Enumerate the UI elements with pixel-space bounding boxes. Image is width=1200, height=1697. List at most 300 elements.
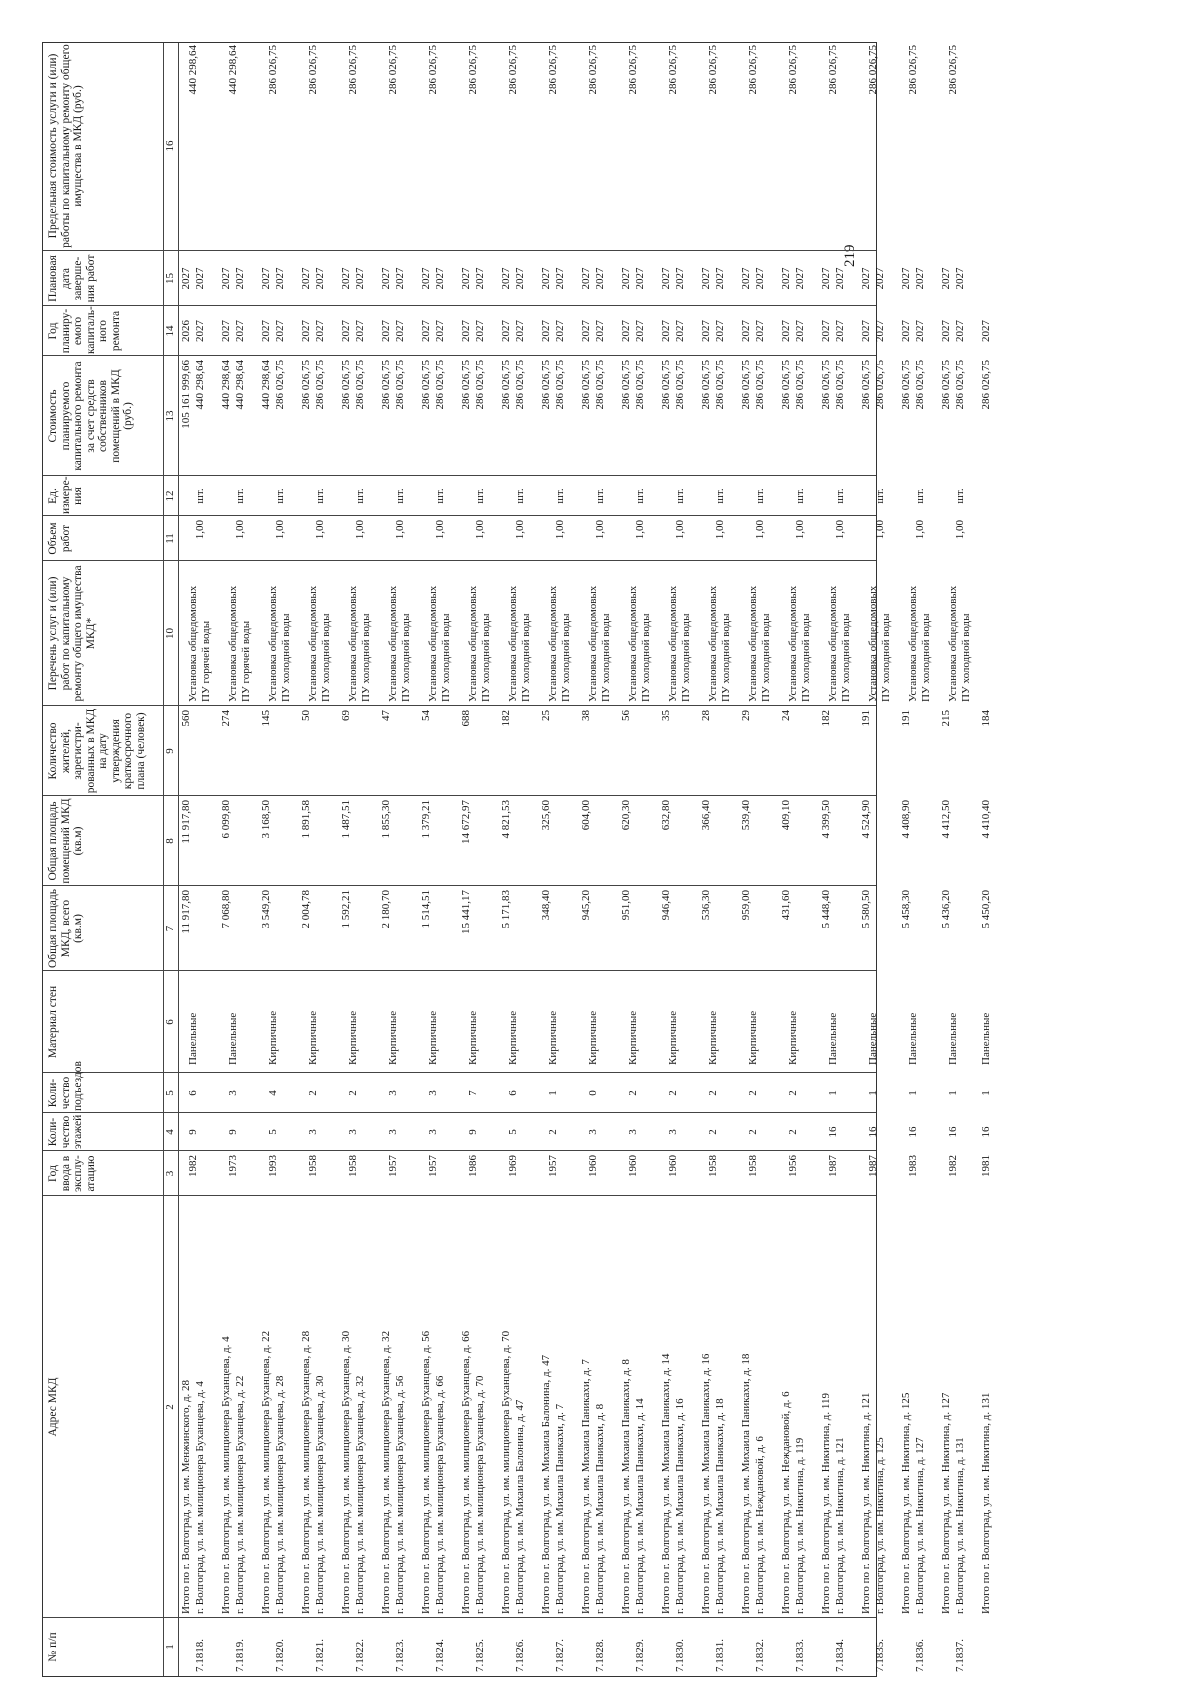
wall-material: Кирпичные — [747, 1010, 759, 1065]
total-date: 2027 — [460, 267, 472, 290]
total-area-premises: 11 917,80 — [180, 800, 192, 844]
entrances: 2 — [627, 1090, 639, 1096]
total-date: 2027 — [580, 267, 592, 290]
row-number: 7.1823. — [394, 1639, 406, 1672]
total-row-label: Итого по г. Волгоград, ул. им. милиционера Буханцева, д. 56 — [420, 1330, 432, 1614]
repair-year: 2027 — [554, 320, 566, 342]
cost: 440 298,64 — [194, 360, 206, 410]
total-area: 5 458,30 — [900, 890, 912, 929]
total-year: 2027 — [420, 320, 432, 342]
unit: шт. — [314, 488, 326, 504]
column-header: Год планиру-емого капиталь-ного ремонта — [47, 306, 122, 354]
total-people: 274 — [220, 710, 232, 727]
row-number: 7.1824. — [434, 1639, 446, 1672]
address: г. Волгоград, ул. им. милиционера Буханцева, д. 22 — [234, 1375, 246, 1614]
work-line-1: Установка общедомовых — [507, 585, 519, 702]
work-volume: 1,00 — [674, 520, 686, 540]
completion-date: 2027 — [874, 267, 886, 290]
total-cost: 286 026,75 — [500, 360, 512, 410]
max-cost: 286 026,75 — [867, 45, 879, 95]
max-cost: 286 026,75 — [747, 45, 759, 95]
repair-year: 2027 — [634, 320, 646, 342]
cost: 286 026,75 — [354, 360, 366, 410]
work-line-2: ПУ холодной воды — [400, 613, 412, 702]
total-date: 2027 — [180, 267, 192, 290]
total-date: 2027 — [300, 267, 312, 290]
work-line-1: Установка общедомовых — [427, 585, 439, 702]
repair-year: 2027 — [434, 320, 446, 342]
work-line-2: ПУ горячей воды — [200, 620, 212, 702]
total-row-label: Итого по г. Волгоград, ул. им. Никитина, д. 121 — [860, 1392, 872, 1614]
max-cost: 286 026,75 — [387, 45, 399, 95]
entrances: 4 — [267, 1090, 279, 1096]
total-row-label: Итого по г. Волгоград, ул. им. Михаила Паникахи, д. 7 — [580, 1359, 592, 1614]
total-area-premises: 4 408,90 — [900, 800, 912, 839]
total-row-label: Итого по г. Волгоград, ул. им. Неждановой, д. 6 — [780, 1391, 792, 1614]
wall-material: Панельные — [827, 1012, 839, 1065]
unit: шт. — [754, 488, 766, 504]
entrances: 1 — [867, 1090, 879, 1096]
completion-date: 2027 — [634, 267, 646, 290]
total-area-premises: 1 487,51 — [340, 800, 352, 839]
cost: 286 026,75 — [274, 360, 286, 410]
wall-material: Кирпичные — [787, 1010, 799, 1065]
wall-material: Панельные — [867, 1012, 879, 1065]
address: г. Волгоград, ул. им. Михаила Паникахи, д. 7 — [554, 1403, 566, 1614]
total-people: 25 — [540, 710, 552, 721]
total-area-premises: 4 399,50 — [820, 800, 832, 839]
unit: шт. — [714, 488, 726, 504]
completion-date: 2027 — [954, 267, 966, 290]
wall-material: Кирпичные — [267, 1010, 279, 1065]
row-number: 7.1836. — [914, 1639, 926, 1672]
total-cost: 286 026,75 — [620, 360, 632, 410]
floors: 5 — [267, 1129, 279, 1135]
work-line-2: ПУ холодной воды — [360, 613, 372, 702]
year-built: 1993 — [267, 1155, 279, 1177]
work-line-1: Установка общедомовых — [467, 585, 479, 702]
capital-repair-table — [42, 42, 992, 1677]
total-area: 348,40 — [540, 890, 552, 921]
total-year: 2027 — [260, 320, 272, 342]
row-number: 7.1831. — [714, 1639, 726, 1672]
total-row-label: Итого по г. Волгоград, ул. им. Михаила Паникахи, д. 8 — [620, 1359, 632, 1614]
unit: шт. — [834, 488, 846, 504]
address: г. Волгоград, ул. им. Михаила Паникахи, д. 16 — [674, 1398, 686, 1614]
total-date: 2027 — [500, 267, 512, 290]
total-people: 215 — [940, 710, 952, 727]
total-year: 2027 — [940, 320, 952, 342]
total-year: 2027 — [300, 320, 312, 342]
floors: 2 — [707, 1129, 719, 1135]
floors: 3 — [387, 1129, 399, 1135]
column-number: 8 — [164, 838, 176, 844]
total-people: 560 — [180, 710, 192, 727]
year-built: 1956 — [787, 1155, 799, 1177]
max-cost: 286 026,75 — [427, 45, 439, 95]
total-row-label: Итого по г. Волгоград, ул. им. Михаила Паникахи, д. 18 — [740, 1353, 752, 1614]
year-built: 1969 — [507, 1155, 519, 1177]
unit: шт. — [474, 488, 486, 504]
address: г. Волгоград, ул. им. милиционера Буханцева, д. 70 — [474, 1375, 486, 1614]
row-number: 7.1827. — [554, 1639, 566, 1672]
total-area: 5 450,20 — [980, 890, 992, 929]
total-area: 5 171,83 — [500, 890, 512, 929]
total-area: 3 549,20 — [260, 890, 272, 929]
floors: 3 — [307, 1129, 319, 1135]
cost: 286 026,75 — [474, 360, 486, 410]
column-number: 9 — [164, 748, 176, 754]
column-header: Объем работ — [47, 522, 72, 555]
wall-material: Кирпичные — [467, 1010, 479, 1065]
total-row-label: Итого по г. Волгоград, ул. им. милиционера Буханцева, д. 66 — [460, 1330, 472, 1614]
total-area-premises: 6 099,80 — [220, 800, 232, 839]
total-area-premises: 366,40 — [700, 800, 712, 831]
total-cost: 286 026,75 — [540, 360, 552, 410]
unit: шт. — [514, 488, 526, 504]
cost: 286 026,75 — [954, 360, 966, 410]
repair-year: 2027 — [194, 320, 206, 342]
work-line-2: ПУ холодной воды — [280, 613, 292, 702]
work-volume: 1,00 — [594, 520, 606, 540]
column-number: 6 — [164, 1019, 176, 1025]
total-area-premises: 325,60 — [540, 800, 552, 831]
floors: 3 — [627, 1129, 639, 1135]
year-built: 1973 — [227, 1155, 239, 1177]
total-row-label: Итого по г. Волгоград, ул. им. милиционера Буханцева, д. 4 — [220, 1336, 232, 1614]
total-area: 2 180,70 — [380, 890, 392, 929]
row-number: 7.1829. — [634, 1639, 646, 1672]
total-row-label: Итого по г. Волгоград, ул. им. Михаила Паникахи, д. 14 — [660, 1353, 672, 1614]
completion-date: 2027 — [514, 267, 526, 290]
work-line-1: Установка общедомовых — [747, 585, 759, 702]
row-number: 7.1837. — [954, 1639, 966, 1672]
address: г. Волгоград, ул. им. милиционера Буханцева, д. 56 — [394, 1375, 406, 1614]
completion-date: 2027 — [754, 267, 766, 290]
year-built: 1960 — [587, 1155, 599, 1177]
column-number: 12 — [164, 490, 176, 502]
year-built: 1986 — [467, 1155, 479, 1177]
wall-material: Кирпичные — [707, 1010, 719, 1065]
total-area-premises: 4 410,40 — [980, 800, 992, 839]
work-volume: 1,00 — [834, 520, 846, 540]
work-volume: 1,00 — [914, 520, 926, 540]
total-area-premises: 1 379,21 — [420, 800, 432, 839]
entrances: 1 — [547, 1090, 559, 1096]
completion-date: 2027 — [434, 267, 446, 290]
repair-year: 2027 — [914, 320, 926, 342]
floors: 16 — [827, 1126, 839, 1138]
total-cost: 286 026,75 — [660, 360, 672, 410]
row-number: 7.1834. — [834, 1639, 846, 1672]
year-built: 1957 — [387, 1155, 399, 1177]
repair-year: 2027 — [874, 320, 886, 342]
column-header: Плановая дата заверше-ния работ — [47, 254, 97, 303]
repair-year: 2027 — [314, 320, 326, 342]
work-volume: 1,00 — [874, 520, 886, 540]
year-built: 1987 — [827, 1155, 839, 1177]
completion-date: 2027 — [394, 267, 406, 290]
total-row-label: Итого по г. Волгоград, ул. им. Никитина, д. 131 — [980, 1392, 992, 1614]
year-built: 1983 — [907, 1155, 919, 1177]
row-number: 7.1821. — [314, 1639, 326, 1672]
work-volume: 1,00 — [234, 520, 246, 540]
total-date: 2027 — [740, 267, 752, 290]
column-header: Стоимость планируемого капитального ремонта за счет средств собственников помещений в МКД (руб.) — [47, 361, 134, 471]
max-cost: 286 026,75 — [827, 45, 839, 95]
total-people: 182 — [820, 710, 832, 727]
entrances: 2 — [747, 1090, 759, 1096]
year-built: 1958 — [307, 1155, 319, 1177]
max-cost: 440 298,64 — [227, 45, 239, 95]
total-cost: 286 026,75 — [940, 360, 952, 410]
total-area: 15 441,17 — [460, 890, 472, 934]
repair-year: 2027 — [834, 320, 846, 342]
wall-material: Кирпичные — [507, 1010, 519, 1065]
row-number: 7.1835. — [874, 1639, 886, 1672]
wall-material: Панельные — [980, 1012, 992, 1065]
total-people: 56 — [620, 710, 632, 721]
entrances: 1 — [907, 1090, 919, 1096]
total-people: 184 — [980, 710, 992, 727]
total-area-premises: 4 524,90 — [860, 800, 872, 839]
cost: 286 026,75 — [874, 360, 886, 410]
floors: 3 — [667, 1129, 679, 1135]
total-people: 50 — [300, 710, 312, 721]
work-line-2: ПУ холодной воды — [840, 613, 852, 702]
completion-date: 2027 — [474, 267, 486, 290]
entrances: 3 — [427, 1090, 439, 1096]
work-line-1: Установка общедомовых — [787, 585, 799, 702]
total-year: 2027 — [980, 320, 992, 342]
wall-material: Кирпичные — [427, 1010, 439, 1065]
total-date: 2027 — [860, 267, 872, 290]
wall-material: Панельные — [907, 1012, 919, 1065]
address: г. Волгоград, ул. им. Михаила Паникахи, д. 18 — [714, 1398, 726, 1614]
cost: 286 026,75 — [754, 360, 766, 410]
total-area-premises: 3 168,50 — [260, 800, 272, 839]
repair-year: 2027 — [514, 320, 526, 342]
address: г. Волгоград, ул. им. Никитина, д. 127 — [914, 1437, 926, 1614]
cost: 440 298,64 — [234, 360, 246, 410]
total-cost: 440 298,64 — [220, 360, 232, 410]
cost: 286 026,75 — [794, 360, 806, 410]
completion-date: 2027 — [714, 267, 726, 290]
work-line-2: ПУ холодной воды — [440, 613, 452, 702]
repair-year: 2027 — [394, 320, 406, 342]
cost: 286 026,75 — [514, 360, 526, 410]
total-area: 5 580,50 — [860, 890, 872, 929]
total-date: 2027 — [940, 267, 952, 290]
work-line-1: Установка общедомовых — [227, 585, 239, 702]
work-volume: 1,00 — [354, 520, 366, 540]
row-number: 7.1825. — [474, 1639, 486, 1672]
completion-date: 2027 — [234, 267, 246, 290]
work-line-2: ПУ холодной воды — [800, 613, 812, 702]
completion-date: 2027 — [794, 267, 806, 290]
total-area: 1 592,21 — [340, 890, 352, 929]
total-row-label: Итого по г. Волгоград, ул. им. милиционера Буханцева, д. 28 — [300, 1330, 312, 1614]
total-year: 2027 — [580, 320, 592, 342]
completion-date: 2027 — [554, 267, 566, 290]
column-number: 13 — [164, 410, 176, 422]
total-year: 2027 — [820, 320, 832, 342]
address: г. Волгоград, ул. им. милиционера Буханцева, д. 66 — [434, 1375, 446, 1614]
unit: шт. — [274, 488, 286, 504]
work-line-2: ПУ горячей воды — [240, 620, 252, 702]
cost: 286 026,75 — [434, 360, 446, 410]
total-year: 2027 — [900, 320, 912, 342]
unit: шт. — [394, 488, 406, 504]
wall-material: Кирпичные — [587, 1010, 599, 1065]
total-year: 2027 — [620, 320, 632, 342]
floors: 3 — [427, 1129, 439, 1135]
unit: шт. — [594, 488, 606, 504]
work-volume: 1,00 — [314, 520, 326, 540]
completion-date: 2027 — [674, 267, 686, 290]
floors: 9 — [467, 1129, 479, 1135]
total-date: 2027 — [380, 267, 392, 290]
total-cost: 286 026,75 — [820, 360, 832, 410]
wall-material: Кирпичные — [387, 1010, 399, 1065]
column-header: Перечень услуг и (или) работ по капитальному ремонту общего имущества МКД* — [47, 565, 97, 702]
cost: 286 026,75 — [594, 360, 606, 410]
wall-material: Кирпичные — [547, 1010, 559, 1065]
work-line-2: ПУ холодной воды — [480, 613, 492, 702]
floors: 5 — [507, 1129, 519, 1135]
wall-material: Кирпичные — [627, 1010, 639, 1065]
total-row-label: Итого по г. Волгоград, ул. им. милиционера Буханцева, д. 70 — [500, 1330, 512, 1614]
total-cost: 286 026,75 — [700, 360, 712, 410]
max-cost: 286 026,75 — [907, 45, 919, 95]
column-number: 14 — [164, 325, 176, 337]
work-line-1: Установка общедомовых — [667, 585, 679, 702]
total-year: 2027 — [700, 320, 712, 342]
total-area: 946,40 — [660, 890, 672, 921]
total-date: 2027 — [540, 267, 552, 290]
work-volume: 1,00 — [634, 520, 646, 540]
entrances: 2 — [307, 1090, 319, 1096]
work-line-1: Установка общедомовых — [947, 585, 959, 702]
repair-year: 2027 — [754, 320, 766, 342]
row-number: 7.1819. — [234, 1639, 246, 1672]
year-built: 1987 — [867, 1155, 879, 1177]
wall-material: Панельные — [947, 1012, 959, 1065]
total-people: 69 — [340, 710, 352, 721]
total-people: 145 — [260, 710, 272, 727]
address: г. Волгоград, ул. им. Михаила Паникахи, д. 14 — [634, 1398, 646, 1614]
entrances: 2 — [787, 1090, 799, 1096]
address: г. Волгоград, ул. им. Никитина, д. 125 — [874, 1437, 886, 1614]
total-area-premises: 14 672,97 — [460, 800, 472, 844]
column-header: Общая площадь помещений МКД (кв.м) — [47, 798, 84, 884]
max-cost: 286 026,75 — [547, 45, 559, 95]
work-line-1: Установка общедомовых — [387, 585, 399, 702]
row-number: 7.1826. — [514, 1639, 526, 1672]
page-number: 219 — [842, 244, 858, 267]
column-number: 15 — [164, 273, 176, 284]
cost: 286 026,75 — [554, 360, 566, 410]
year-built: 1981 — [980, 1155, 992, 1177]
max-cost: 286 026,75 — [307, 45, 319, 95]
max-cost: 286 026,75 — [467, 45, 479, 95]
total-year: 2027 — [460, 320, 472, 342]
total-cost: 440 298,64 — [260, 360, 272, 410]
address: г. Волгоград, ул. им. Никитина, д. 119 — [794, 1437, 806, 1614]
repair-year: 2027 — [354, 320, 366, 342]
column-header: Ед. измере-ния — [47, 476, 84, 514]
year-built: 1960 — [627, 1155, 639, 1177]
unit: шт. — [554, 488, 566, 504]
wall-material: Кирпичные — [667, 1010, 679, 1065]
repair-year: 2027 — [274, 320, 286, 342]
total-people: 191 — [860, 710, 872, 727]
wall-material: Кирпичные — [347, 1010, 359, 1065]
repair-year: 2027 — [234, 320, 246, 342]
year-built: 1957 — [547, 1155, 559, 1177]
work-volume: 1,00 — [514, 520, 526, 540]
max-cost: 286 026,75 — [347, 45, 359, 95]
total-date: 2027 — [900, 267, 912, 290]
unit: шт. — [674, 488, 686, 504]
year-built: 1958 — [707, 1155, 719, 1177]
max-cost: 286 026,75 — [787, 45, 799, 95]
year-built: 1958 — [347, 1155, 359, 1177]
work-volume: 1,00 — [794, 520, 806, 540]
floors: 9 — [227, 1129, 239, 1135]
work-volume: 1,00 — [754, 520, 766, 540]
total-row-label: Итого по г. Волгоград, ул. им. милиционера Буханцева, д. 32 — [380, 1330, 392, 1614]
cost: 286 026,75 — [634, 360, 646, 410]
total-date: 2027 — [780, 267, 792, 290]
total-row-label: Итого по г. Волгоград, ул. им. Михаила Паникахи, д. 16 — [700, 1353, 712, 1614]
year-built: 1958 — [747, 1155, 759, 1177]
total-people: 29 — [740, 710, 752, 721]
max-cost: 440 298,64 — [187, 45, 199, 95]
year-built: 1960 — [667, 1155, 679, 1177]
total-people: 24 — [780, 710, 792, 721]
unit: шт. — [354, 488, 366, 504]
total-date: 2027 — [700, 267, 712, 290]
work-line-1: Установка общедомовых — [907, 585, 919, 702]
total-area: 536,30 — [700, 890, 712, 921]
total-people: 688 — [460, 710, 472, 727]
entrances: 3 — [387, 1090, 399, 1096]
work-volume: 1,00 — [714, 520, 726, 540]
floors: 2 — [747, 1129, 759, 1135]
row-number: 7.1832. — [754, 1639, 766, 1672]
floors: 9 — [187, 1129, 199, 1135]
entrances: 6 — [507, 1090, 519, 1096]
completion-date: 2027 — [194, 267, 206, 290]
address: г. Волгоград, ул. им. милиционера Буханцева, д. 32 — [354, 1375, 366, 1614]
max-cost: 286 026,75 — [667, 45, 679, 95]
total-people: 28 — [700, 710, 712, 721]
year-built: 1982 — [187, 1155, 199, 1177]
unit: шт. — [874, 488, 886, 504]
work-volume: 1,00 — [954, 520, 966, 540]
total-area: 5 436,20 — [940, 890, 952, 929]
total-area: 431,60 — [780, 890, 792, 921]
repair-year: 2027 — [474, 320, 486, 342]
work-line-1: Установка общедомовых — [587, 585, 599, 702]
total-cost: 286 026,75 — [740, 360, 752, 410]
total-people: 47 — [380, 710, 392, 721]
total-year: 2027 — [860, 320, 872, 342]
address: г. Волгоград, ул. им. милиционера Буханцева, д. 30 — [314, 1375, 326, 1614]
work-volume: 1,00 — [434, 520, 446, 540]
work-line-1: Установка общедомовых — [707, 585, 719, 702]
